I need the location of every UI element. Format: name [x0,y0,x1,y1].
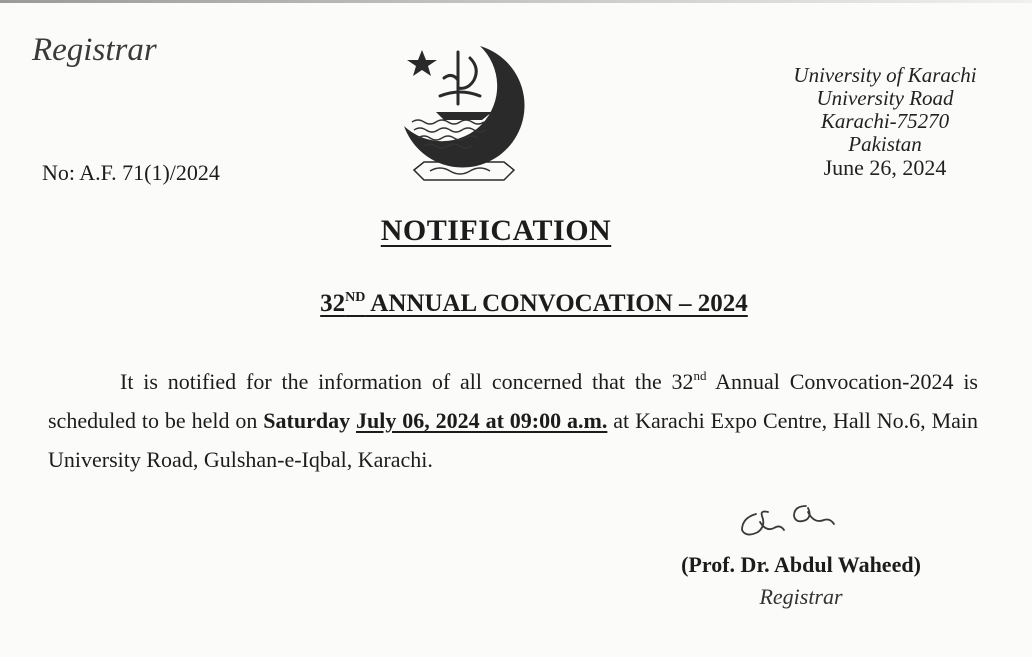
event-datetime: July 06, 2024 at 09:00 a.m. [356,408,608,433]
crest-calligraphy-icon [440,52,480,104]
crest-star-icon [407,50,437,76]
signatory-name: (Prof. Dr. Abdul Waheed) [681,552,921,577]
address-line: University Road [816,86,954,110]
university-crest-logo [400,38,528,188]
address-line: Karachi-75270 [820,109,950,133]
issue-date: June 26, 2024 [823,155,947,180]
scan-edge-shadow [0,0,1032,3]
handwritten-signature [730,494,870,544]
reference-number: No: A.F. 71(1)/2024 [42,160,220,185]
address-line: Pakistan [848,132,922,156]
university-address [760,64,1010,179]
signatory-title: Registrar [759,584,843,609]
address-line: University of Karachi [793,63,977,87]
subject-line: 32ND ANNUAL CONVOCATION – 2024 [320,290,748,317]
notification-body: It is notified for the information of all concerned that the 32nd Annual Convocation-2024 is scheduled to be held on Saturday July 06, 2024 at 09:00 a.m. at Karachi Expo Centre, Hall No.6, Main University Road, Gulshan-e-Iqbal, Karachi. [48,368,979,472]
event-weekday: Saturday [263,408,351,433]
crest-boat-icon [436,112,492,120]
document-title: NOTIFICATION [380,214,612,247]
office-heading: Registrar [32,32,157,68]
